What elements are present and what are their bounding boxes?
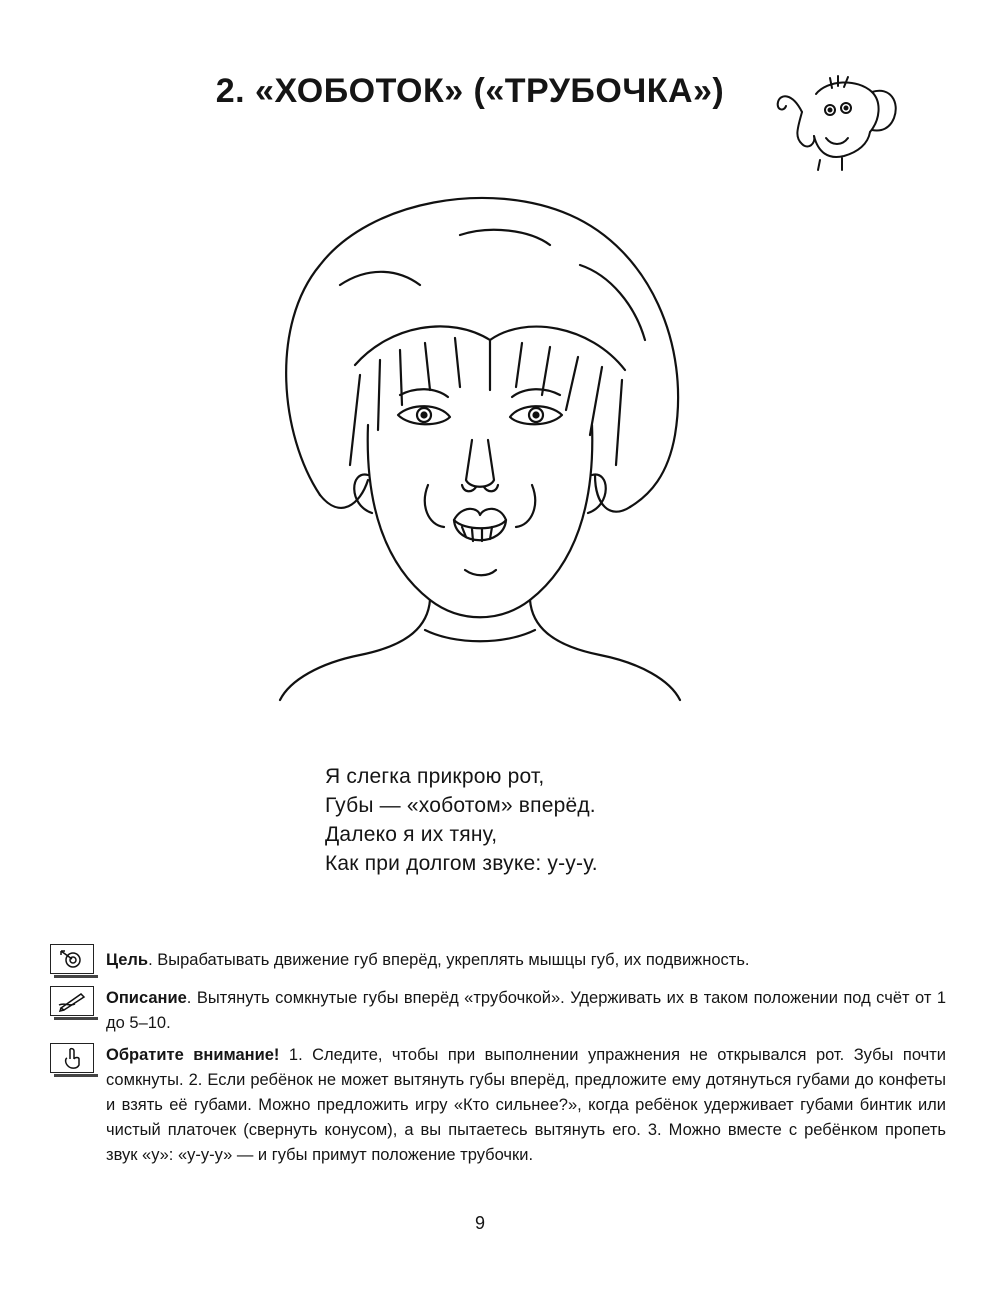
elephant-mascot-icon (772, 72, 902, 172)
child-face-illustration (250, 175, 730, 715)
poem-line: Я слегка прикрою рот, (325, 765, 545, 788)
target-icon (50, 944, 94, 974)
page-number: 9 (474, 1213, 485, 1233)
attention-label: Обратите внимание! (106, 1046, 280, 1064)
goal-body: . Вырабатывать движение губ вперёд, укреплять мышцы губ, их подвижность. (148, 951, 750, 969)
description-text (106, 986, 946, 1036)
pencil-icon (50, 986, 94, 1016)
attention-text (106, 1043, 946, 1168)
poem-line: Далеко я их тяну, (325, 823, 498, 846)
description-body: . Вытянуть сомкнутые губы вперёд «трубочкой». Удерживать их в таком положении под счёт от 1 до 5–10. (106, 989, 946, 1032)
description-label: Описание (106, 989, 187, 1007)
poem-line: Как при долгом звуке: у-у-у. (325, 852, 598, 875)
goal-label: Цель (106, 951, 149, 969)
pointing-finger-icon (50, 1043, 94, 1073)
poem (325, 762, 598, 878)
poem-line: Губы — «хоботом» вперёд. (325, 794, 596, 817)
goal-text (106, 948, 946, 973)
page-title: 2. «ХОБОТОК» («ТРУБОЧКА») (215, 72, 725, 110)
attention-body: 1. Следите, чтобы при выполнении упражнения не открывался рот. Зубы почти сомкнуты. 2. Если ребёнок не может вытянуть губы вперёд, предложите ему дотянуться губами до конфеты и взять её губами. Можно предложить игру «Кто сильнее?», когда ребёнок удерживает губами бинтик или чистый платочек (свернуть конусом), а вы пытаетесь вытянуть его. 3. Можно вместе с ребёнком пропеть звук «у»: «у-у-у» — и губы примут положение трубочки. (106, 1046, 947, 1164)
